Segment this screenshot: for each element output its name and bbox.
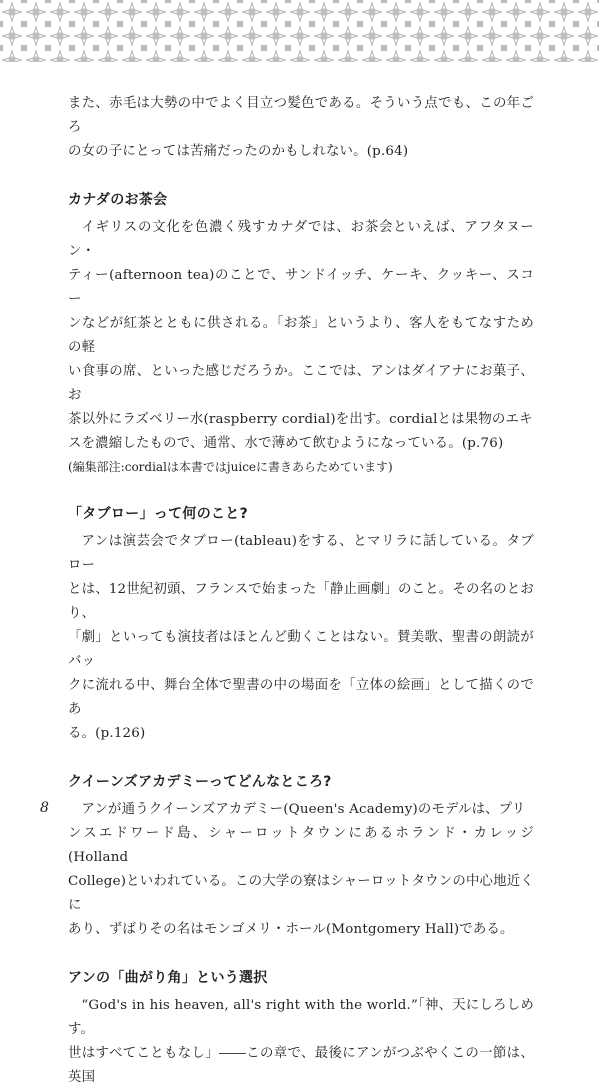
page-number: 8	[40, 800, 49, 816]
section-heading-tableau: 「タブロー」って何のこと?	[68, 506, 249, 522]
section-heading-tea-party: カナダのお茶会	[68, 192, 168, 208]
page-content	[68, 92, 534, 1090]
section-heading-queens-academy: クイーンズアカデミーってどんなところ?	[68, 774, 332, 790]
section-heading-bend-in-road: アンの「曲がり角」という選択	[68, 970, 268, 986]
intro-paragraph: また、赤毛は大勢の中でよく目立つ髪色である。そういう点でも、この年ごろ の女の子にとっては苦痛だったのかもしれない。(p.64)	[68, 96, 534, 159]
section-body-tableau: アンは演芸会でタブロー(tableau)をする、とマリラに話している。タブロー とは、12世紀初頭、フランスで始まった「静止画劇」のこと。その名のとおり、 「劇」といっても演技者はほとんど動くことはない。賛美歌、聖書の朗読がバッ クに流れる中、舞台全体で聖書の中の場面を「立体の絵画」として描くのであ る。(p.126)	[68, 534, 534, 741]
section-body-bend-in-road: “God's in his heaven, all's right with the world.”「神、天にしろしめす。 世はすべてこともなし」――この章で、最後にアンがつぶやくこの一節は、英国	[68, 998, 534, 1085]
editor-note: (編集部注:cordialは本書ではjuiceに書きあらためています)	[68, 460, 393, 474]
section-body-tea-party: イギリスの文化を色濃く残すカナダでは、お茶会といえば、アフタヌーン・ ティー(afternoon tea)のことで、サンドイッチ、ケーキ、クッキー、スコー ンなどが紅茶とともに供される。「お茶」というより、客人をもてなすための軽 い食事の席、といった感じだろうか。ここでは、アンはダイアナにお菓子、お 茶以外にラズベリー水(raspberry cordial)を出す。cordialとは果物のエキ スを濃縮したもので、通常、水で薄めて飲むようになっている。(p.76)	[68, 220, 534, 451]
header-pattern	[0, 0, 599, 62]
section-body-queens-academy: アンが通うクイーンズアカデミー(Queen's Academy)のモデルは、プリ ンスエドワード島、シャーロットタウンにあるホランド・カレッジ(Holland College)といわれている。この大学の寮はシャーロットタウンの中心地近くに あり、ずばりその名はモンゴメリ・ホール(Montgomery Hall)である。	[68, 802, 534, 937]
